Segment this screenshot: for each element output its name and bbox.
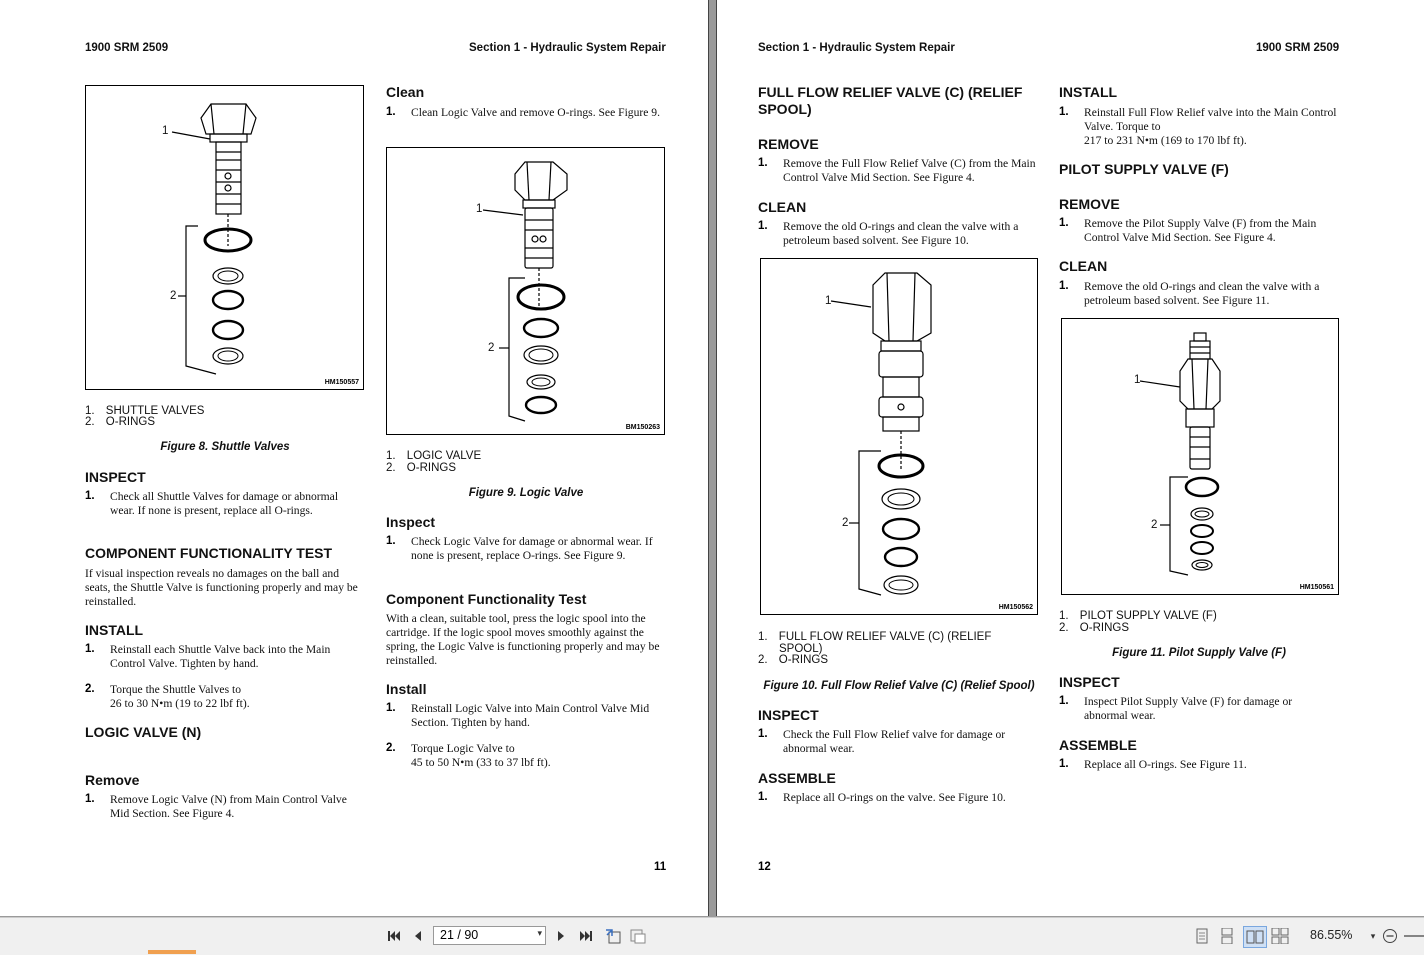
page-header-left: 1900 SRM 2509: [85, 42, 169, 54]
callout-2: 2: [842, 517, 849, 529]
figure-11-legend-2: 2. O-RINGS: [1059, 622, 1129, 634]
pilot-supply-valve-heading: PILOT SUPPLY VALVE (F): [1059, 161, 1229, 177]
next-page-icon[interactable]: [551, 926, 571, 946]
page-11: 1900 SRM 2509 Section 1 - Hydraulic System Repair 1 2 HM150557 1. SHUTTLE VALVES 2. O-RINGS Figure 8. Shuttle Valves INSPECT 1. Check all Shuttle Valves for damage or abnormal wear. If none is present, replace all O-rings. COMPONENT FUNCTIONALITY TEST If visual inspection reveals no damages on the ball and seats, the Shuttle Valve is functioning properly and may be reinstalled. INSTALL 1. Reinstall each Shuttle Valve back into the Main Control Valve. Tighten by hand. 2. Torque the Shuttle Valves to 26 to 30 N•m (19 to 22 lbf ft). LOGIC VALVE (N) Remove 1. Remove Logic Valve (N) from Main Control Valve Mid Section. See Figure 4. Clean 1. Clean Logic Valve and remove O-rings. See Figure 9. 1 2 BM150263 1. LOGIC VALVE 2. O-RINGS Figure 9. Logic Valve Inspect 1. Check Logic Valve for damage or abnormal wear. If none is present, replace O-rings. See Figure 9. Component Functionality Test With a clean, suitable tool, press the logic spool into the cartridge. If the logic spool moves smoothly against the spring, the Logic Valve is functioning properly and may be reinstalled. Install 1. Reinstall Logic Valve into Main Control Valve Mid Section. Tighten by hand. 2. Torque Logic Valve to 45 to 50 N•m (33 to 37 lbf ft). 11: [0, 0, 709, 916]
figure-9-caption: Figure 9. Logic Valve: [468, 487, 584, 499]
page-12: Section 1 - Hydraulic System Repair 1900 SRM 2509 FULL FLOW RELIEF VALVE (C) (RELIEF SPOOL) REMOVE 1. Remove the Full Flow Relief Valve (C) from the Main Control Valve Mid Section. See Figure 4. CLEAN 1. Remove the old O-rings and clean the valve with a petroleum based solvent. See Figure 10. 1 2 HM150562 1. FULL FLOW RELIEF VALVE (C) (RELIEF SPOOL) 2. O-RINGS Figure 10. Full Flow Relief Valve (C) (Relief Spool) INSPECT 1. Check the Full Flow Relief valve for damage or abnormal wear. ASSEMBLE 1. Replace all O-rings on the valve. See Figure 10. INSTALL 1. Reinstall Full Flow Relief valve into the Main Control Valve. Torque to 217 to 231 N•m (169 to 170 lbf ft). PILOT SUPPLY VALVE (F) REMOVE 1. Remove the Pilot Supply Valve (F) from the Main Control Valve Mid Section. See Figure 4. CLEAN 1. Remove the old O-rings and clean the valve with a petroleum based solvent. See Figure 11. 1 2 HM150561 1. PILOT SUPPLY VALVE (F) 2. O-RINGS Figure 11. Pilot Supply Valve (F) INSPECT 1. Inspect Pilot Supply Valve (F) for damage or abnormal wear. ASSEMBLE 1. Replace all O-rings. See Figure 11. 12: [716, 0, 1424, 916]
figure-9-legend-1: 1. LOGIC VALVE: [386, 450, 482, 462]
figure-11-pilot-supply-valve: [1061, 318, 1339, 595]
extract-page-icon[interactable]: [603, 926, 623, 946]
assemble-heading: ASSEMBLE: [1059, 737, 1137, 753]
inspect-heading: INSPECT: [1059, 674, 1120, 690]
component-functionality-test-text: With a clean, suitable tool, press the logic spool into the cartridge. If the logic spool moves smoothly against the spring, the Logic Valve is functioning properly and may be reinstalled.: [386, 612, 660, 667]
page-dropdown-icon[interactable]: ▾: [537, 928, 542, 938]
callout-2: 2: [1151, 519, 1158, 531]
scroll-accent-bar: [148, 950, 196, 954]
figure-10-full-flow-relief-valve: [760, 258, 1038, 615]
figure-10-legend-2: 2. O-RINGS: [758, 654, 828, 666]
inspect-heading: Inspect: [386, 514, 436, 530]
inspect-heading: INSPECT: [85, 469, 146, 485]
figure-11-legend-1: 1. PILOT SUPPLY VALVE (F): [1059, 610, 1217, 622]
figure-id: HM150557: [324, 379, 359, 386]
zoom-in-icon[interactable]: [1402, 926, 1424, 946]
callout-2: 2: [170, 290, 177, 302]
figure-8-caption: Figure 8. Shuttle Valves: [160, 441, 290, 453]
figure-11-caption: Figure 11. Pilot Supply Valve (F): [1112, 647, 1286, 659]
full-flow-relief-valve-heading: FULL FLOW RELIEF VALVE (C) (RELIEF SPOOL): [758, 84, 1023, 117]
page-number: 11: [654, 861, 667, 873]
callout-1: 1: [1134, 374, 1141, 386]
callout-1: 1: [476, 203, 483, 215]
last-page-icon[interactable]: [576, 926, 596, 946]
install-heading: INSTALL: [1059, 84, 1118, 100]
install-heading: Install: [386, 681, 427, 697]
figure-10-legend-1: 1. FULL FLOW RELIEF VALVE (C) (RELIEF SPOOL): [758, 631, 992, 655]
first-page-icon[interactable]: [384, 926, 404, 946]
remove-heading: REMOVE: [758, 136, 819, 152]
page-number: 12: [758, 861, 771, 873]
component-functionality-test-heading: Component Functionality Test: [386, 591, 587, 607]
continuous-view-icon[interactable]: [1217, 926, 1237, 946]
page-header-left: Section 1 - Hydraulic System Repair: [758, 42, 955, 54]
page-number-field[interactable]: 21 / 90 ▾: [433, 926, 546, 945]
remove-heading: Remove: [85, 772, 140, 788]
figure-id: HM150561: [1299, 584, 1334, 591]
callout-2: 2: [488, 342, 495, 354]
figure-8-legend-2: 2. O-RINGS: [85, 416, 155, 428]
zoom-dropdown-icon[interactable]: ▾: [1370, 930, 1376, 941]
figure-8-shuttle-valves: [85, 85, 364, 390]
figure-9-legend-2: 2. O-RINGS: [386, 462, 456, 474]
zoom-level[interactable]: 86.55%: [1310, 928, 1353, 942]
component-functionality-test-text: If visual inspection reveals no damages on the ball and seats, the Shuttle Valve is functioning properly and may be reinstalled.: [85, 567, 358, 608]
figure-8-legend-1: 1. SHUTTLE VALVES: [85, 405, 205, 417]
callout-1: 1: [162, 125, 169, 137]
clean-heading: CLEAN: [758, 199, 807, 215]
callout-1: 1: [825, 295, 832, 307]
insert-page-icon[interactable]: [628, 926, 648, 946]
install-heading: INSTALL: [85, 622, 144, 638]
clean-heading: CLEAN: [1059, 258, 1108, 274]
inspect-heading: INSPECT: [758, 707, 819, 723]
figure-id: BM150263: [625, 424, 660, 431]
figure-9-logic-valve: [386, 147, 665, 435]
component-functionality-test-heading: COMPONENT FUNCTIONALITY TEST: [85, 545, 333, 561]
zoom-out-icon[interactable]: [1380, 926, 1400, 946]
page-header-right: Section 1 - Hydraulic System Repair: [469, 42, 666, 54]
assemble-heading: ASSEMBLE: [758, 770, 836, 786]
clean-heading: Clean: [386, 84, 425, 100]
two-page-view-icon[interactable]: [1243, 926, 1267, 948]
two-page-continuous-view-icon[interactable]: [1270, 926, 1290, 946]
page-header-right: 1900 SRM 2509: [1256, 42, 1340, 54]
bottom-toolbar: [0, 917, 1424, 955]
logic-valve-heading: LOGIC VALVE (N): [85, 724, 202, 740]
figure-id: HM150562: [998, 604, 1033, 611]
prev-page-icon[interactable]: [408, 926, 428, 946]
single-page-view-icon[interactable]: [1192, 926, 1212, 946]
remove-heading: REMOVE: [1059, 196, 1120, 212]
figure-10-caption: Figure 10. Full Flow Relief Valve (C) (Relief Spool): [763, 680, 1035, 692]
